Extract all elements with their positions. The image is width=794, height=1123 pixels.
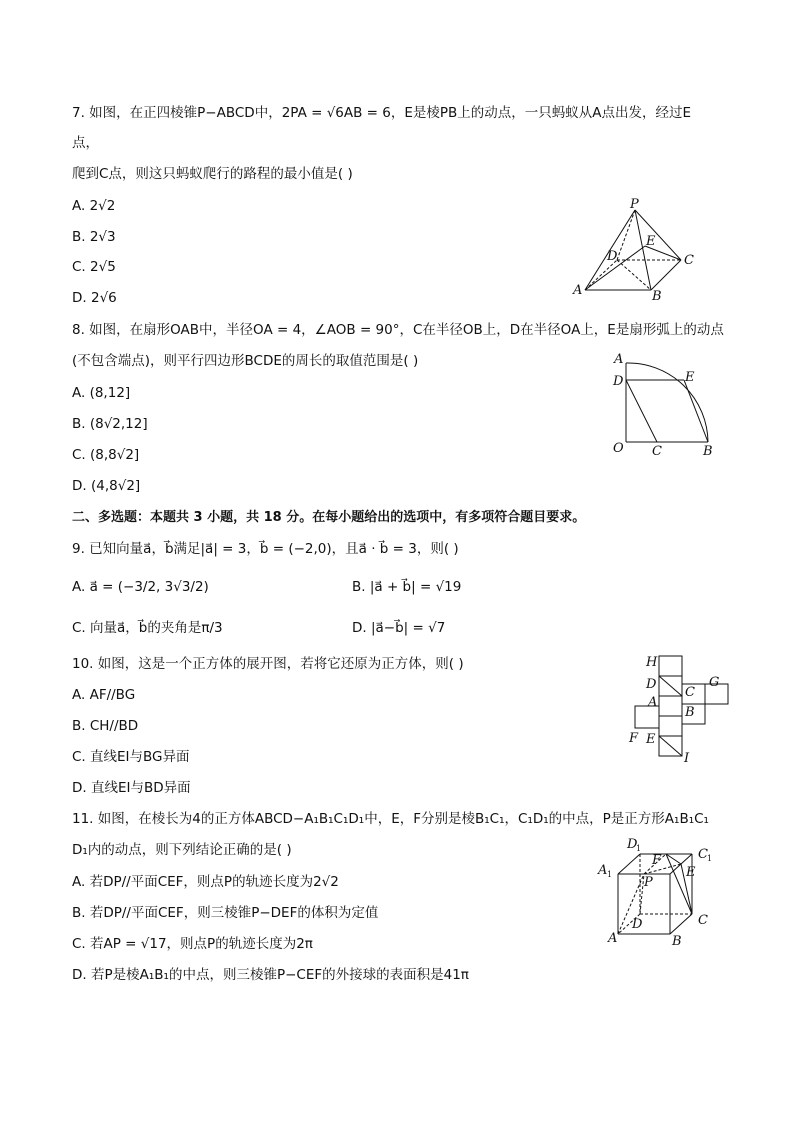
- q10-label-e: E: [646, 732, 656, 747]
- q7-option-a: A. 2√2: [72, 198, 116, 214]
- q8-stem-line2: (不包含端点)，则平行四边形BCDE的周长的取值范围是( ): [72, 353, 419, 369]
- q8-option-a: A. (8,12]: [72, 385, 131, 401]
- q11-label-c: C: [698, 913, 708, 928]
- q8-label-e: E: [685, 370, 695, 385]
- q10-option-a: A. AF//BG: [72, 687, 136, 703]
- q11-option-c: C. 若AP = √17，则点P的轨迹长度为2π: [72, 936, 313, 952]
- q11-stem-line2: D₁内的动点，则下列结论正确的是( ): [72, 842, 292, 858]
- q11-label-e: E: [686, 865, 696, 880]
- q7-label-e: E: [646, 234, 656, 249]
- q11-label-b: B: [672, 934, 682, 949]
- q7-pyramid-figure: [565, 198, 705, 303]
- q11-label-p: P: [644, 875, 653, 890]
- q7-option-c: C. 2√5: [72, 259, 116, 275]
- q10-label-a: A: [648, 695, 658, 710]
- q7-stem-line2: 点，: [72, 135, 99, 151]
- q11-label-a: A: [608, 931, 618, 946]
- q7-stem-line1: 7. 如图，在正四棱锥P−ABCD中，2PA = √6AB = 6，E是棱PB上的动点，一只蚂蚁从A点出发，经过E: [72, 105, 692, 121]
- q10-label-h: H: [646, 655, 658, 670]
- q10-option-d: D. 直线EI与BD异面: [72, 780, 191, 796]
- q9-option-c: C. 向量a⃗，b⃗的夹角是π/3: [72, 620, 223, 636]
- q9-option-b: B. |a⃗ + b⃗| = √19: [352, 579, 462, 595]
- q8-option-d: D. (4,8√2]: [72, 478, 141, 494]
- q10-cube-net-figure: [625, 650, 725, 768]
- q11-label-c1-sub: 1: [707, 854, 713, 863]
- q9-option-d: D. |a⃗−b⃗| = √7: [352, 620, 446, 636]
- q10-label-b: B: [685, 705, 695, 720]
- q7-label-b: B: [652, 289, 662, 304]
- q10-label-i: I: [684, 751, 690, 766]
- q10-option-b: B. CH//BD: [72, 718, 139, 734]
- q7-option-d: D. 2√6: [72, 290, 117, 306]
- q7-stem-line3: 爬到C点，则这只蚂蚁爬行的路程的最小值是( ): [72, 166, 353, 182]
- q8-label-c: C: [652, 444, 662, 459]
- q7-label-c: C: [684, 253, 694, 268]
- q11-label-a1: A: [598, 863, 608, 878]
- q7-label-a: A: [573, 283, 583, 298]
- q10-label-c: C: [685, 685, 695, 700]
- q8-label-o: O: [613, 441, 624, 456]
- q11-label-d: D: [632, 917, 643, 932]
- q10-label-g: G: [709, 675, 720, 690]
- q11-option-b: B. 若DP//平面CEF，则三棱锥P−DEF的体积为定值: [72, 905, 379, 921]
- q11-label-d1: D: [627, 837, 638, 852]
- q10-option-c: C. 直线EI与BG异面: [72, 749, 190, 765]
- q11-label-a1-sub: 1: [607, 870, 613, 879]
- q7-option-b: B. 2√3: [72, 229, 116, 245]
- q11-label-f: F: [652, 853, 662, 868]
- q9-option-a: A. a⃗ = (−3/2, 3√3/2): [72, 579, 209, 595]
- q9-stem: 9. 已知向量a⃗，b⃗满足|a⃗| = 3，b⃗ = (−2,0)，且a⃗ · b⃗ = 3，则( ): [72, 541, 459, 557]
- q8-sector-figure: [608, 348, 723, 460]
- q10-label-d: D: [646, 677, 657, 692]
- section2-heading: 二、多选题：本题共 3 小题，共 18 分。在每小题给出的选项中，有多项符合题目要求。: [72, 510, 586, 525]
- q7-label-d: D: [607, 249, 618, 264]
- q11-label-d1-sub: 1: [636, 844, 642, 853]
- q10-label-f: F: [629, 731, 639, 746]
- q8-label-b: B: [703, 444, 713, 459]
- q7-label-p: P: [630, 197, 639, 212]
- q11-cube-figure: [592, 836, 722, 948]
- q8-option-b: B. (8√2,12]: [72, 416, 148, 432]
- q8-option-c: C. (8,8√2]: [72, 447, 140, 463]
- q8-label-a: A: [614, 352, 624, 367]
- q11-stem-line1: 11. 如图，在棱长为4的正方体ABCD−A₁B₁C₁D₁中，E，F分别是棱B₁C₁，C₁D₁的中点，P是正方形A₁B₁C₁: [72, 811, 709, 827]
- q11-option-a: A. 若DP//平面CEF，则点P的轨迹长度为2√2: [72, 874, 339, 890]
- q8-stem-line1: 8. 如图，在扇形OAB中，半径OA = 4，∠AOB = 90°，C在半径OB上，D在半径OA上，E是扇形弧上的动点: [72, 322, 724, 338]
- q8-label-d: D: [613, 374, 624, 389]
- q11-option-d: D. 若P是棱A₁B₁的中点，则三棱锥P−CEF的外接球的表面积是41π: [72, 967, 469, 983]
- q11-label-c1: C: [698, 847, 708, 862]
- q10-stem: 10. 如图，这是一个正方体的展开图，若将它还原为正方体，则( ): [72, 656, 464, 672]
